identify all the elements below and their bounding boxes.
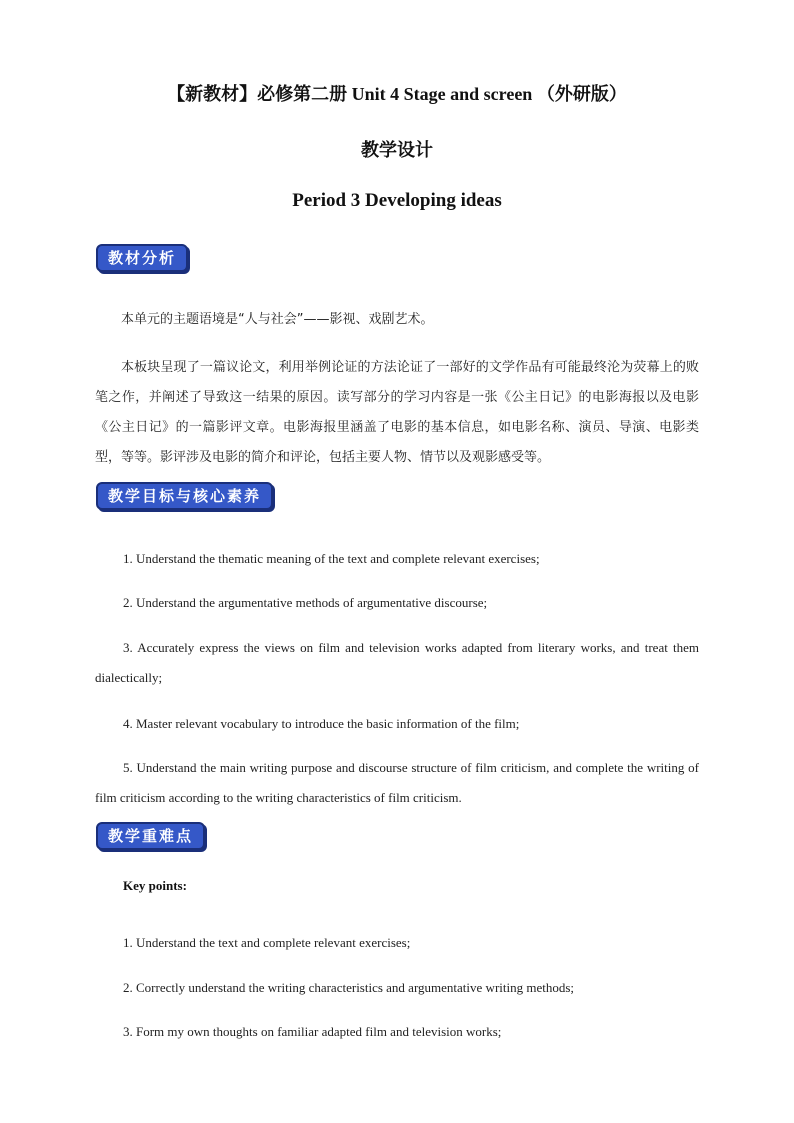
document-subtitle: 教学设计 [361,140,433,160]
section-badge-analysis: 教材分析 [96,244,188,272]
section-badge-objectives: 教学目标与核心素养 [96,482,273,510]
analysis-paragraph: 本板块呈现了一篇议论文，利用举例论证的方法论证了一部好的文学作品有可能最终沦为荧幕上的败笔之作，并阐述了导致这一结果的原因。读写部分的学习内容是一张《公主日记》的电影海报以及电影《公主日记》的一篇影评文章。电影海报里涵盖了电影的基本信息，如电影名称、演员、导演、电影类型，等等。影评涉及电影的简介和评论，包括主要人物、情节以及观影感受等。 [95,360,699,465]
keypoints-heading: Key points: [123,878,187,893]
section-badge-keypoints: 教学重难点 [96,822,205,850]
objective-item: 5. Understand the main writing purpose and discourse structure of film criticism, and complete the writing of film criticism according to the writing characteristics of film criticism. [95,760,699,805]
period-title: Period 3 Developing ideas [292,190,502,211]
document-title: 【新教材】必修第二册 Unit 4 Stage and screen （外研版） [167,84,627,104]
keypoint-item: 1. Understand the text and complete relevant exercises; [123,935,411,950]
objective-item: 2. Understand the argumentative methods of argumentative discourse; [123,595,488,610]
keypoint-item: 3. Form my own thoughts on familiar adapted film and television works; [123,1024,502,1039]
objective-item: 1. Understand the thematic meaning of the text and complete relevant exercises; [123,551,540,566]
analysis-paragraph: 本单元的主题语境是“人与社会”——影视、戏剧艺术。 [121,312,434,327]
objective-item: 4. Master relevant vocabulary to introduce the basic information of the film; [123,716,520,731]
objective-item: 3. Accurately express the views on film and television works adapted from literary works, and treat them dialectically; [95,640,699,685]
keypoint-item: 2. Correctly understand the writing characteristics and argumentative writing methods; [123,980,575,995]
